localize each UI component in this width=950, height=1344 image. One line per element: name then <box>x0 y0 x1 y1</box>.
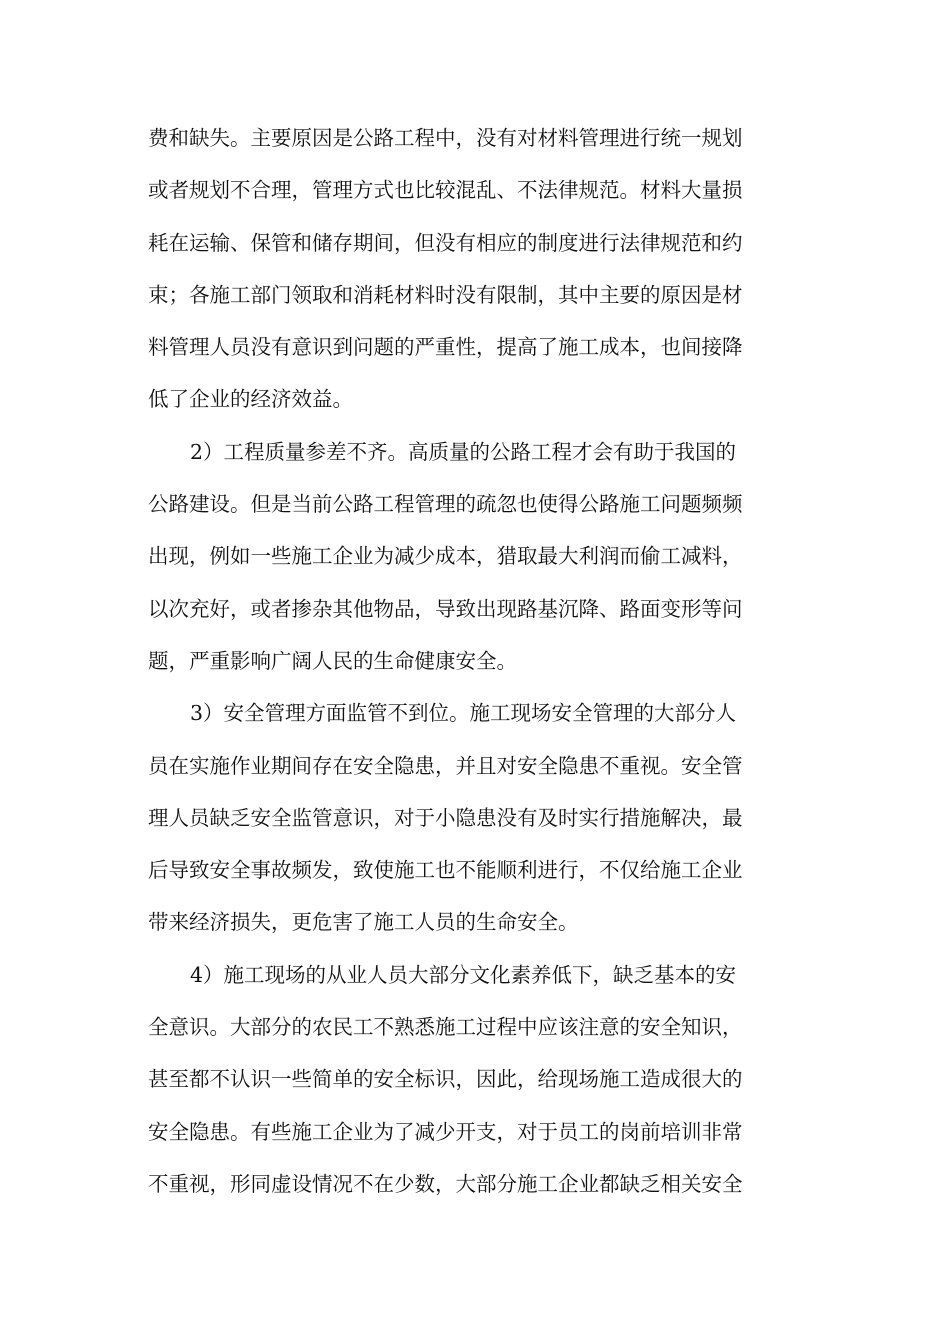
paragraph-worker-awareness <box>148 949 798 1210</box>
text-line: 安全隐患。有些施工企业为了减少开支，对于员工的岗前培训非常 <box>148 1119 743 1144</box>
body-text <box>148 112 798 1210</box>
text-line: 员在实施作业期间存在安全隐患，并且对安全隐患不重视。安全管 <box>148 753 743 778</box>
text-line: 束；各施工部门领取和消耗材料时没有限制，其中主要的原因是材 <box>148 282 743 307</box>
text-line: 全意识。大部分的农民工不熟悉施工过程中应该注意的安全知识， <box>148 1015 743 1040</box>
text-line: 2）工程质量参差不齐。高质量的公路工程才会有助于我国的 <box>190 439 737 464</box>
text-line: 耗在运输、保管和储存期间，但没有相应的制度进行法律规范和约 <box>148 230 743 255</box>
text-line: 甚至都不认识一些简单的安全标识，因此，给现场施工造成很大的 <box>148 1067 743 1092</box>
paragraph-material-loss <box>148 112 798 426</box>
paragraph-safety-supervision <box>148 687 798 948</box>
text-line: 费和缺失。主要原因是公路工程中，没有对材料管理进行统一规划 <box>148 126 743 150</box>
text-line: 低了企业的经济效益。 <box>148 387 353 412</box>
text-line: 料管理人员没有意识到问题的严重性，提高了施工成本，也间接降 <box>148 335 743 360</box>
text-line: 理人员缺乏安全监管意识，对于小隐患没有及时实行措施解决，最 <box>148 805 743 830</box>
text-line: 4）施工现场的从业人员大部分文化素养低下，缺乏基本的安 <box>190 962 737 987</box>
paragraph-quality <box>148 426 798 687</box>
text-line: 不重视，形同虚设情况不在少数，大部分施工企业都缺乏相关安全 <box>148 1171 743 1196</box>
text-line: 题，严重影响广阔人民的生命健康安全。 <box>148 648 517 673</box>
text-line: 出现，例如一些施工企业为减少成本，猎取最大利润而偷工减料， <box>148 544 743 569</box>
text-line: 3）安全管理方面监管不到位。施工现场安全管理的大部分人 <box>190 701 737 726</box>
text-line: 或者规划不合理，管理方式也比较混乱、不法律规范。材料大量损 <box>148 178 743 203</box>
text-line: 以次充好，或者掺杂其他物品，导致出现路基沉降、路面变形等问 <box>148 596 743 621</box>
text-line: 公路建设。但是当前公路工程管理的疏忽也使得公路施工问题频频 <box>148 492 743 517</box>
text-line: 带来经济损失，更危害了施工人员的生命安全。 <box>148 910 579 935</box>
text-line: 后导致安全事故频发，致使施工也不能顺利进行，不仅给施工企业 <box>148 858 743 883</box>
